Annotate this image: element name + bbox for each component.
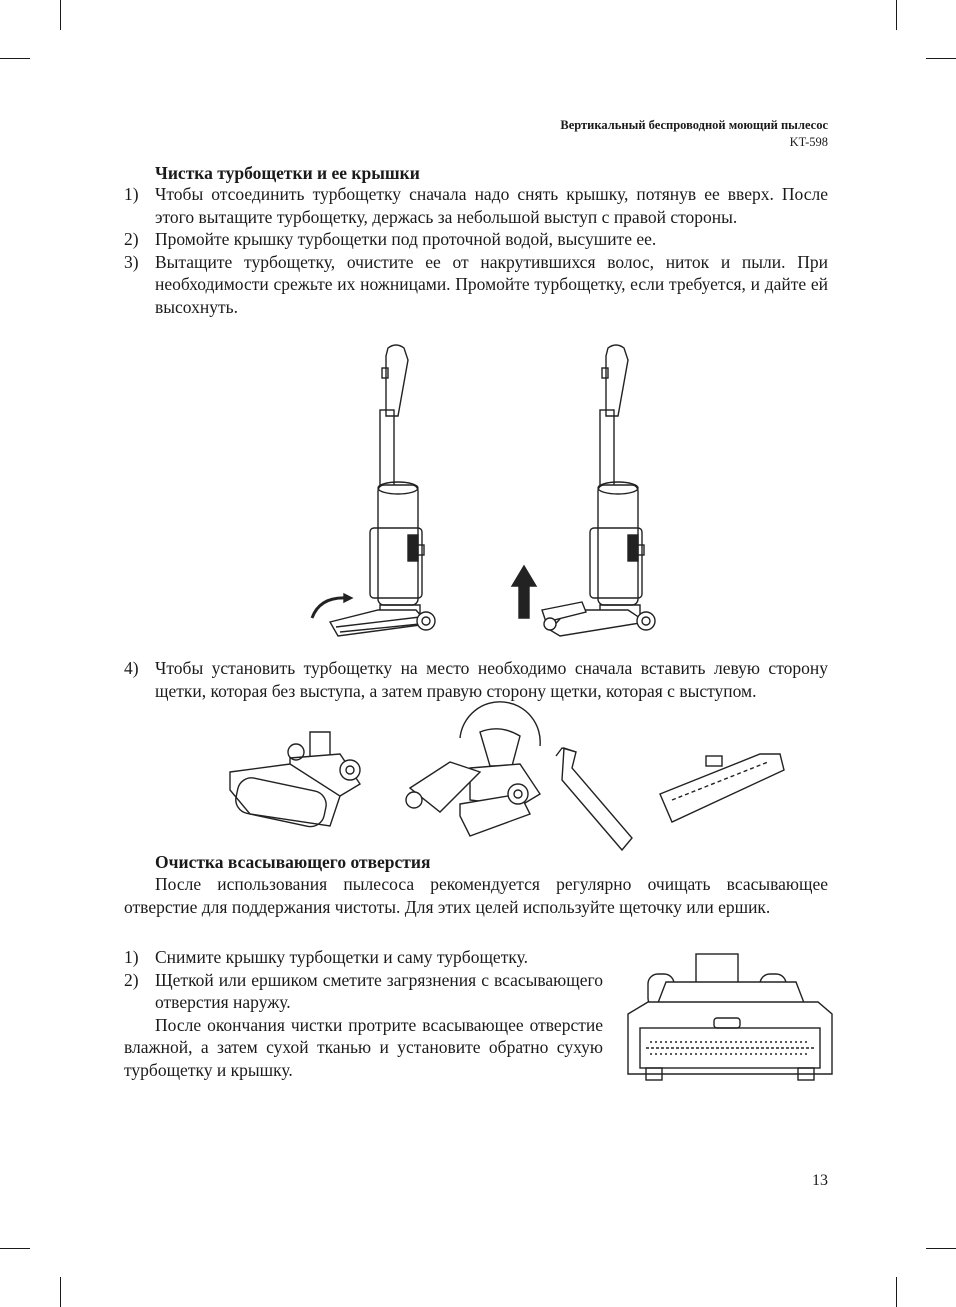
instruction-list-2 (124, 657, 828, 702)
crop-mark (60, 0, 61, 30)
list-item: 1) Чтобы отсоединить турбощетку сначала надо снять крышку, потянув ее вверх. После этого вытащите турбощетку, держась за небольшой выступ с правой стороны. (124, 184, 828, 227)
crop-mark (896, 0, 897, 30)
page-number: 13 (812, 1172, 828, 1189)
vacuum-illustration-remove-cover (300, 340, 660, 640)
section-title-brush: Чистка турбощетки и ее крышки (155, 163, 420, 183)
section-intro: После использования пылесоса рекомендуется регулярно очищать всасывающее отверстие для поддержания чистоты. Для этих целей используйте щеточку или ершик. (124, 874, 828, 917)
instruction-list-3 (124, 946, 603, 1081)
crop-mark (926, 1248, 956, 1249)
crop-mark (60, 1277, 61, 1307)
crop-mark (896, 1277, 897, 1307)
header-title: Вертикальный беспроводной моющий пылесос (560, 118, 828, 132)
crop-mark (0, 58, 30, 59)
list-item: 2) Промойте крышку турбощетки под проточной водой, высушите ее. (124, 229, 657, 249)
section-title-suction: Очистка всасывающего отверстия (155, 852, 431, 872)
list-item: 3) Вытащите турбощетку, очистите ее от накрутившихся волос, ниток и пыли. При необходимости срежьте их ножницами. Промойте турбощетку, если требуется, и дайте ей высохнуть. (124, 251, 828, 317)
section-outro: После окончания чистки протрите всасывающее отверстие влажной, а затем сухой тканью и установите обратно сухую турбощетку и крышку. (124, 1014, 603, 1080)
instruction-list (124, 183, 828, 318)
suction-opening-illustration (626, 952, 836, 1087)
crop-mark (926, 58, 956, 59)
brush-install-illustration (220, 728, 800, 858)
page-header (560, 117, 828, 151)
header-model: KT-598 (789, 135, 828, 149)
list-item: 2) Щеткой или ершиком сметите загрязнения с всасывающего отверстия наружу. (124, 969, 603, 1012)
crop-mark (0, 1248, 30, 1249)
list-item: 4) Чтобы установить турбощетку на место необходимо сначала вставить левую сторону щетки, которая без выступа, а затем правую сторону щетки, которая с выступом. (124, 658, 828, 701)
list-item: 1) Снимите крышку турбощетки и саму турбощетку. (124, 947, 528, 967)
